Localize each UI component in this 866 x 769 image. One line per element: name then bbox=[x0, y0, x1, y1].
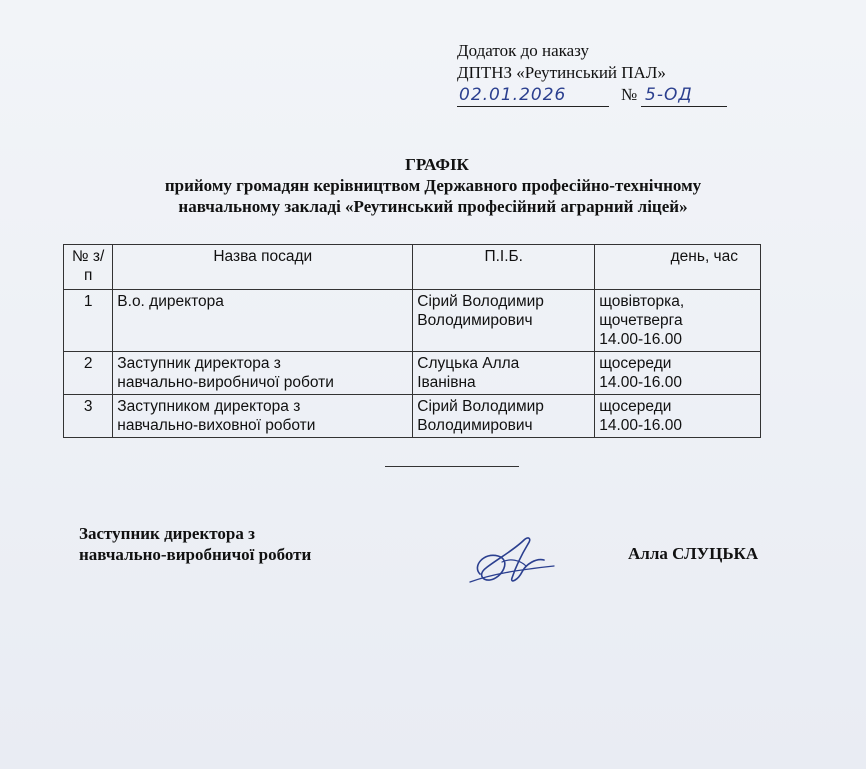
row-number: 3 bbox=[64, 395, 113, 438]
row-name-line: Сірий Володимир bbox=[417, 398, 544, 415]
row-time-line: 14.00-16.00 bbox=[599, 331, 682, 348]
document-subtitle-line2: навчальному закладі «Реутинський професійний аграрний ліцей» bbox=[178, 197, 688, 216]
row-name-line: Сірий Володимир bbox=[417, 293, 544, 310]
table-row bbox=[64, 352, 761, 395]
handwritten-signature-icon bbox=[462, 522, 562, 594]
row-position: В.о. директора bbox=[113, 290, 413, 352]
row-time-line: щовівторка, bbox=[599, 293, 685, 310]
table-row bbox=[64, 395, 761, 438]
document-title: ГРАФІК bbox=[405, 155, 469, 174]
header-position: Назва посади bbox=[113, 245, 413, 290]
schedule-table bbox=[63, 244, 761, 438]
row-number: 1 bbox=[64, 290, 113, 352]
signature-role bbox=[79, 523, 311, 565]
row-position-line: Заступником директора з bbox=[117, 398, 301, 415]
row-time-line: щосереди bbox=[599, 355, 672, 372]
row-day-time bbox=[595, 290, 761, 352]
row-name-line: Володимирович bbox=[417, 312, 533, 329]
separator-line bbox=[385, 466, 519, 467]
table-row bbox=[64, 290, 761, 352]
row-name bbox=[413, 352, 595, 395]
row-position bbox=[113, 352, 413, 395]
signature-role-line1: Заступник директора з bbox=[79, 524, 255, 543]
annex-header bbox=[457, 40, 693, 110]
row-time-line: щочетверга bbox=[599, 312, 683, 329]
row-position-line: навчально-виробничої роботи bbox=[117, 374, 334, 391]
signer-name: Алла СЛУЦЬКА bbox=[628, 544, 759, 563]
row-time-line: 14.00-16.00 bbox=[599, 417, 682, 434]
order-number: 5-ОД bbox=[641, 84, 727, 107]
table-header-row bbox=[64, 245, 761, 290]
document-subtitle-line1: прийому громадян керівництвом Державного професійно-технічному bbox=[164, 176, 702, 195]
annex-line2: ДПТНЗ «Реутинський ПАЛ» bbox=[457, 63, 666, 82]
header-name: П.І.Б. bbox=[413, 245, 595, 290]
order-number-label: № bbox=[621, 85, 638, 104]
header-day-time: день, час bbox=[595, 245, 761, 290]
row-number: 2 bbox=[64, 352, 113, 395]
row-time-line: щосереди bbox=[599, 398, 672, 415]
order-date: 02.01.2026 bbox=[457, 84, 609, 107]
row-name bbox=[413, 395, 595, 438]
header-number: № з/п bbox=[64, 245, 113, 290]
annex-line1: Додаток до наказу bbox=[457, 41, 590, 60]
row-day-time bbox=[595, 395, 761, 438]
row-name-line: Володимирович bbox=[417, 417, 533, 434]
document-title-block bbox=[0, 154, 866, 217]
signature-role-line2: навчально-виробничої роботи bbox=[79, 545, 312, 564]
row-name bbox=[413, 290, 595, 352]
row-time-line: 14.00-16.00 bbox=[599, 374, 682, 391]
row-position bbox=[113, 395, 413, 438]
row-position-line: навчально-виховної роботи bbox=[117, 417, 316, 434]
row-position-line: Заступник директора з bbox=[117, 355, 281, 372]
annex-date-line bbox=[457, 84, 693, 110]
row-name-line: Іванівна bbox=[417, 374, 476, 391]
row-name-line: Слуцька Алла bbox=[417, 355, 520, 372]
row-day-time bbox=[595, 352, 761, 395]
